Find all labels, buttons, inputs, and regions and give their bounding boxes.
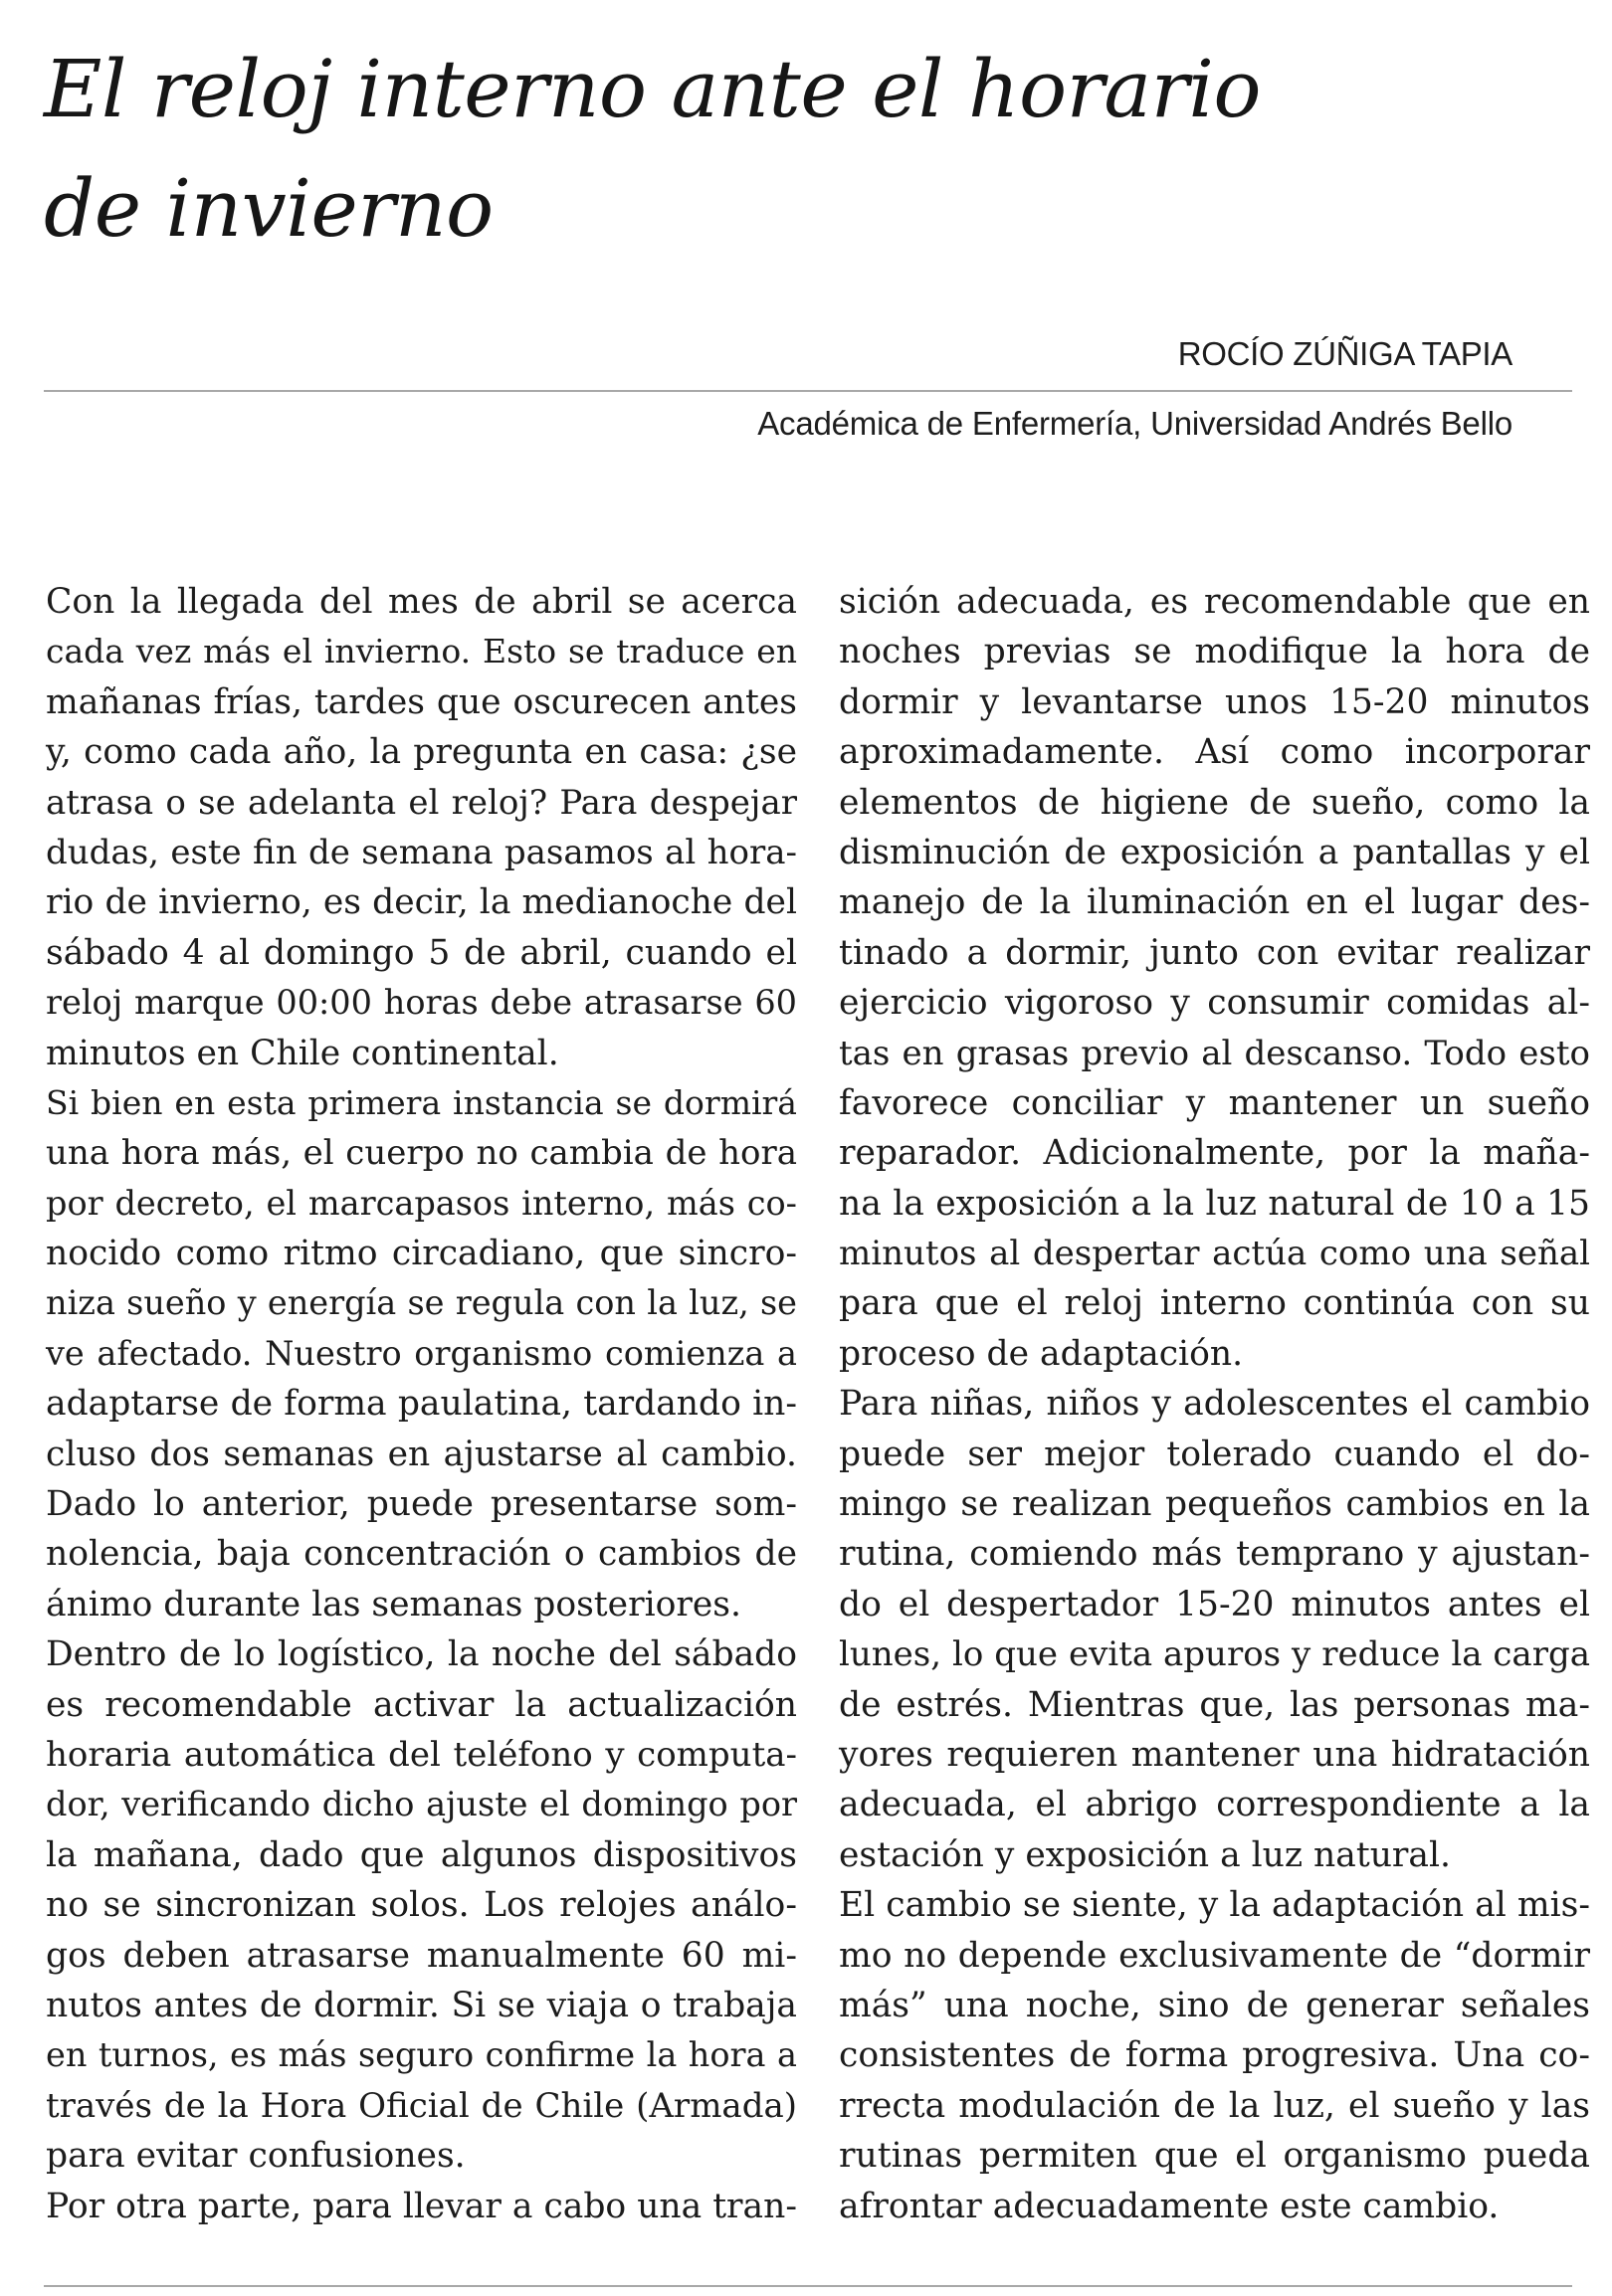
- text-line: gos deben atrasarse manualmente 60 mi-: [46, 1935, 797, 1976]
- text-line: minutos en Chile continental.: [46, 1033, 559, 1073]
- text-line: do el despertador 15-20 minutos antes el: [839, 1584, 1590, 1625]
- text-line: na la exposición a la luz natural de 10 a 15: [839, 1183, 1590, 1224]
- body-column-left: [46, 577, 797, 2231]
- text-line: nolencia, baja concentración o cambios de: [46, 1534, 797, 1575]
- text-line: dormir y levantarse unos 15-20 minutos: [839, 681, 1590, 722]
- author-affiliation: Académica de Enfermería, Universidad Andrés Bello: [757, 405, 1512, 442]
- text-line: dudas, este fin de semana pasamos al hora-: [46, 832, 797, 872]
- text-line: mañanas frías, tardes que oscurecen antes: [46, 681, 797, 722]
- text-line: sábado 4 al domingo 5 de abril, cuando el: [46, 932, 797, 973]
- text-line: sición adecuada, es recomendable que en: [839, 582, 1590, 622]
- text-line: través de la Hora Oficial de Chile (Armada): [46, 2085, 797, 2126]
- text-line: no se sincronizan solos. Los relojes análo-: [46, 1885, 797, 1926]
- text-line: para que el reloj interno continúa con su: [839, 1283, 1590, 1324]
- text-line: nutos antes de dormir. Si se viaja o trabaja: [46, 1985, 797, 2025]
- text-line: elementos de higiene de sueño, como la: [839, 782, 1590, 823]
- footer-divider: [44, 2285, 1572, 2287]
- text-line: es recomendable activar la actualización: [46, 1684, 797, 1725]
- text-line: ve afectado. Nuestro organismo comienza a: [46, 1333, 797, 1373]
- text-line: una hora más, el cuerpo no cambia de hora: [46, 1133, 797, 1174]
- text-line: en turnos, es más seguro confirme la hora a: [46, 2035, 797, 2075]
- text-line: reloj marque 00:00 horas debe atrasarse 60: [46, 983, 797, 1023]
- text-line: El cambio se siente, y la adaptación al mis-: [839, 1885, 1590, 1926]
- text-line: afrontar adecuadamente este cambio.: [839, 2186, 1500, 2226]
- text-line: dor, verificando dicho ajuste el domingo por: [46, 1785, 797, 1824]
- text-line: más” una noche, sino de generar señales: [839, 1985, 1590, 2025]
- article-title: El reloj interno ante el horario de invierno: [44, 43, 1262, 255]
- text-line: Para niñas, niños y adolescentes el cambio: [839, 1384, 1590, 1425]
- text-line: para evitar confusiones.: [46, 2136, 466, 2177]
- text-line: minutos al despertar actúa como una señal: [839, 1234, 1590, 1274]
- text-line: Dentro de lo logístico, la noche del sábado: [46, 1634, 797, 1675]
- text-line: proceso de adaptación.: [839, 1333, 1244, 1374]
- text-line: cada vez más el invierno. Esto se traduce en: [46, 632, 797, 671]
- text-line: rio de invierno, es decir, la medianoche del: [46, 882, 797, 923]
- text-line: nocido como ritmo circadiano, que sincro-: [46, 1234, 797, 1274]
- text-line: tas en grasas previo al descanso. Todo esto: [839, 1033, 1590, 1073]
- text-line: puede ser mejor tolerado cuando el do-: [839, 1434, 1590, 1474]
- text-line: rrecta modulación de la luz, el sueño y las: [839, 2085, 1590, 2126]
- text-line: consistentes de forma progresiva. Una co-: [839, 2035, 1590, 2076]
- text-line: yores requieren mantener una hidratación: [839, 1734, 1590, 1775]
- text-line: reparador. Adicionalmente, por la maña-: [839, 1133, 1590, 1174]
- text-line: Dado lo anterior, puede presentarse som-: [46, 1484, 797, 1525]
- text-line: rutina, comiendo más temprano y ajustan-: [839, 1534, 1590, 1575]
- text-line: de estrés. Mientras que, las personas ma-: [839, 1684, 1590, 1725]
- text-line: mo no depende exclusivamente de “dormir: [839, 1935, 1590, 1976]
- text-line: manejo de la iluminación en el lugar des-: [839, 882, 1590, 923]
- text-line: adecuada, el abrigo correspondiente a la: [839, 1785, 1590, 1825]
- text-line: la mañana, dado que algunos dispositivos: [46, 1834, 797, 1875]
- body-column-right: [839, 577, 1590, 2231]
- text-line: mingo se realizan pequeños cambios en la: [839, 1484, 1590, 1525]
- text-line: cluso dos semanas en ajustarse al cambio.: [46, 1434, 797, 1474]
- text-line: por decreto, el marcapasos interno, más co-: [46, 1183, 797, 1223]
- text-line: rutinas permiten que el organismo pueda: [839, 2136, 1590, 2177]
- text-line: y, como cada año, la pregunta en casa: ¿se: [46, 732, 797, 773]
- text-line: aproximadamente. Así como incorporar: [839, 732, 1590, 773]
- text-line: disminución de exposición a pantallas y el: [839, 832, 1590, 872]
- text-line: Con la llegada del mes de abril se acerca: [46, 582, 797, 622]
- text-line: ánimo durante las semanas posteriores.: [46, 1584, 741, 1625]
- text-line: ejercicio vigoroso y consumir comidas al-: [839, 983, 1590, 1024]
- header-divider: [44, 390, 1572, 392]
- text-line: estación y exposición a luz natural.: [839, 1834, 1451, 1875]
- text-line: adaptarse de forma paulatina, tardando in-: [46, 1384, 797, 1425]
- text-line: tinado a dormir, junto con evitar realizar: [839, 932, 1590, 973]
- author-name: ROCÍO ZÚÑIGA TAPIA: [1177, 335, 1512, 372]
- text-line: horaria automática del teléfono y computa-: [46, 1734, 797, 1775]
- text-line: lunes, lo que evita apuros y reduce la carga: [839, 1634, 1590, 1675]
- text-line: noches previas se modifique la hora de: [839, 632, 1590, 672]
- text-line: atrasa o se adelanta el reloj? Para despejar: [46, 782, 797, 823]
- text-line: favorece conciliar y mantener un sueño: [839, 1082, 1590, 1123]
- text-line: Si bien en esta primera instancia se dormirá: [46, 1082, 797, 1122]
- text-line: Por otra parte, para llevar a cabo una tran-: [46, 2186, 797, 2226]
- text-line: niza sueño y energía se regula con la luz, se: [46, 1283, 797, 1323]
